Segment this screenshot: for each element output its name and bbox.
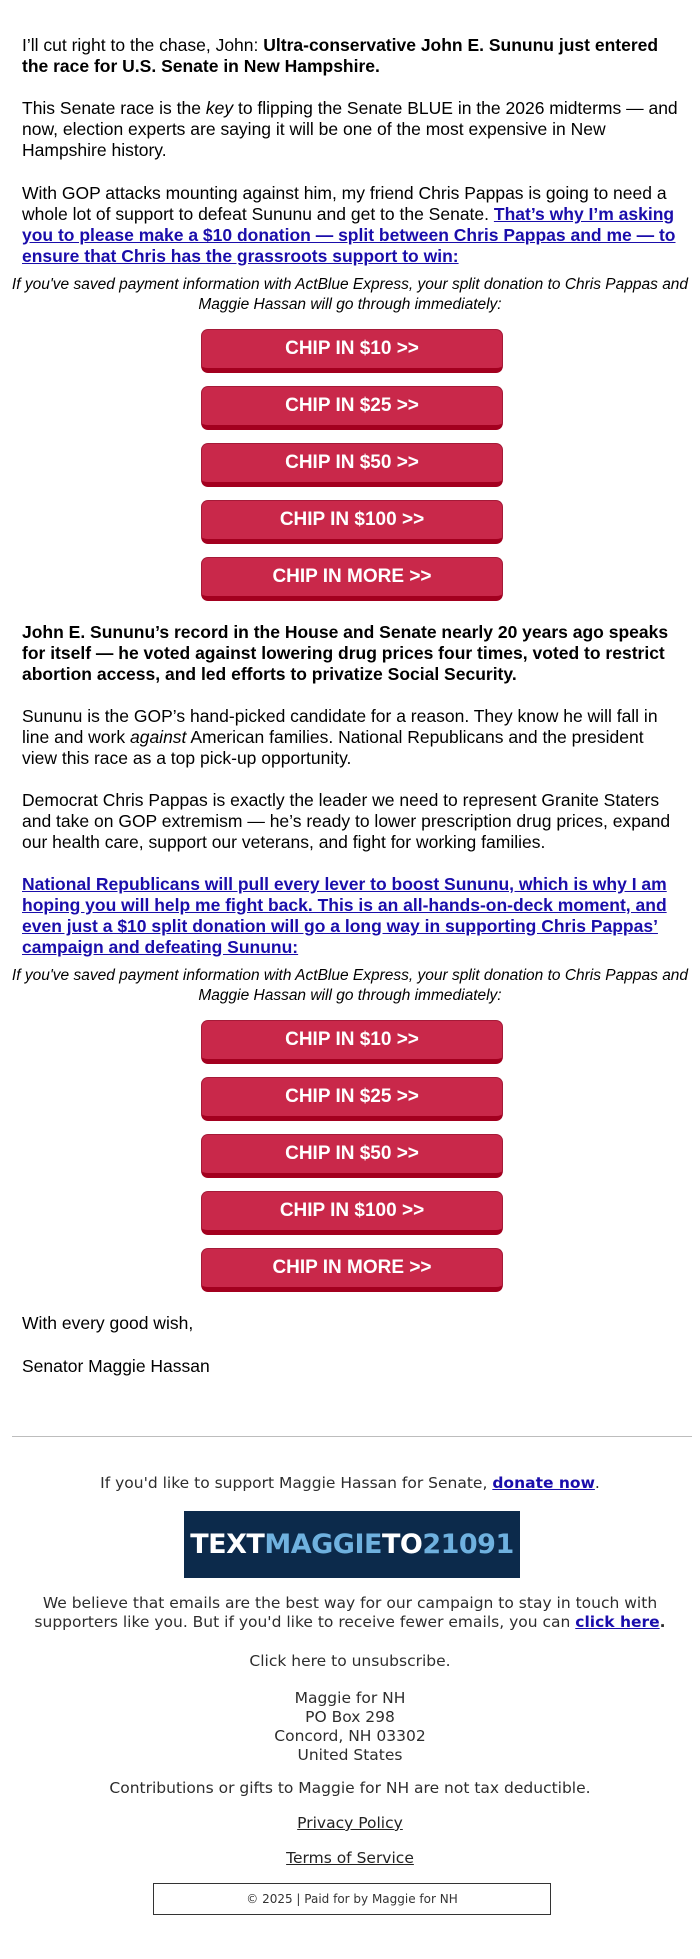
para3-text: With GOP attacks mounting against him, my friend Chris Pappas is going to need a whole lot of support to defeat Sununu and get to the Senate.	[22, 183, 667, 224]
chip-in-25-button-2[interactable]: CHIP IN $25 >>	[201, 1077, 503, 1121]
actblue-express-note-2: If you've saved payment information with ActBlue Express, your split donation to Chris Pappas and Maggie Hassan will go through immediately:	[11, 967, 689, 1004]
address-line: United States	[297, 1746, 403, 1764]
address-line: PO Box 298	[305, 1708, 395, 1726]
chip-in-10-button-2[interactable]: CHIP IN $10 >>	[201, 1020, 503, 1064]
text-maggie-banner[interactable]	[184, 1511, 520, 1578]
fewer-emails-copy: We believe that emails are the best way for our campaign to stay in touch with supporters like you. But if you'd like to receive fewer emails, you can	[34, 1594, 658, 1631]
intro-lead: I’ll cut right to the chase, John:	[22, 35, 264, 55]
mailing-address	[10, 1689, 690, 1765]
terms-of-service-link[interactable]: Terms of Service	[286, 1849, 414, 1867]
chip-in-25-button[interactable]: CHIP IN $25 >>	[201, 386, 503, 430]
terms-wrap	[10, 1849, 690, 1868]
gop-italic: against	[129, 727, 187, 747]
support-text: If you'd like to support Maggie Hassan for Senate,	[100, 1474, 493, 1492]
unsubscribe-link[interactable]: Click here to unsubscribe.	[249, 1652, 451, 1670]
chip-in-10-button[interactable]: CHIP IN $10 >>	[201, 329, 503, 373]
gop-after: American families. National Republicans and the president view this race as a top pick-up opportunity.	[22, 727, 644, 768]
intro-headline: Ultra-conservative John E. Sununu just entered the race for U.S. Senate in New Hampshire.	[22, 35, 659, 76]
chip-in-more-button-2[interactable]: CHIP IN MORE >>	[201, 1248, 503, 1292]
banner-text-1: TEXT	[190, 1529, 265, 1560]
appeal-paragraph	[22, 874, 682, 958]
donate-now-link[interactable]: donate now	[492, 1474, 595, 1492]
intro-paragraph	[22, 35, 682, 77]
senate-race-paragraph	[22, 98, 682, 161]
banner-keyword: MAGGIE	[264, 1529, 382, 1560]
para2-italic: key	[205, 98, 234, 118]
address-line: Maggie for NH	[294, 1689, 406, 1707]
banner-shortcode: 21091	[422, 1529, 514, 1560]
fewer-emails-period: .	[659, 1613, 666, 1631]
donation-ask-link[interactable]: That’s why I’m asking you to please make a $10 donation — split between Chris Pappas and me — to ensure that Chris has the grassroots support to win:	[22, 204, 676, 266]
sununu-record-paragraph: John E. Sununu’s record in the House and Senate nearly 20 years ago speaks for itself — he voted against lowering drug prices four times, voted to restrict abortion access, and led efforts to privatize Social Security.	[22, 622, 669, 684]
pappas-paragraph: Democrat Chris Pappas is exactly the leader we need to represent Granite Staters and take on GOP extremism — he’s ready to lower prescription drug prices, expand our health care, support our veterans, and fight for working families.	[22, 790, 671, 852]
chip-in-100-button-2[interactable]: CHIP IN $100 >>	[201, 1191, 503, 1235]
closing-line: With every good wish,	[22, 1313, 194, 1333]
fewer-emails-text	[10, 1594, 690, 1632]
fight-back-link[interactable]: National Republicans will pull every lever to boost Sununu, which is why I am hoping you will help me fight back. This is an all-hands-on-deck moment, and even just a $10 split donation will go a long way in supporting Chris Pappas’ campaign and defeating Sununu:	[22, 874, 667, 957]
gop-attacks-paragraph	[22, 183, 682, 267]
address-line: Concord, NH 03302	[274, 1727, 426, 1745]
footer-divider	[12, 1436, 692, 1437]
privacy-policy-link[interactable]: Privacy Policy	[297, 1814, 403, 1832]
para2-before: This Senate race is the	[22, 98, 206, 118]
banner-text-2: TO	[381, 1529, 423, 1560]
para2-after: to flipping the Senate BLUE in the 2026 midterms — and now, election experts are saying it will be one of the most expensive in New Hampshire history.	[22, 98, 678, 160]
chip-in-50-button-2[interactable]: CHIP IN $50 >>	[201, 1134, 503, 1178]
tax-disclaimer: Contributions or gifts to Maggie for NH are not tax deductible.	[109, 1779, 591, 1797]
chip-in-100-button[interactable]: CHIP IN $100 >>	[201, 500, 503, 544]
actblue-express-note: If you've saved payment information with ActBlue Express, your split donation to Chris Pappas and Maggie Hassan will go through immediately:	[11, 276, 689, 313]
paid-for-disclaimer: © 2025 | Paid for by Maggie for NH	[153, 1883, 551, 1915]
signature-name: Senator Maggie Hassan	[22, 1356, 210, 1376]
fewer-emails-link[interactable]: click here	[575, 1613, 660, 1631]
gop-candidate-paragraph	[22, 706, 682, 769]
chip-in-50-button[interactable]: CHIP IN $50 >>	[201, 443, 503, 487]
support-period: .	[594, 1474, 600, 1492]
gop-before: Sununu is the GOP’s hand-picked candidate for a reason. They know he will fall in line and work	[22, 706, 658, 747]
privacy-policy-wrap	[10, 1814, 690, 1833]
support-line	[10, 1474, 690, 1493]
chip-in-more-button[interactable]: CHIP IN MORE >>	[201, 557, 503, 601]
